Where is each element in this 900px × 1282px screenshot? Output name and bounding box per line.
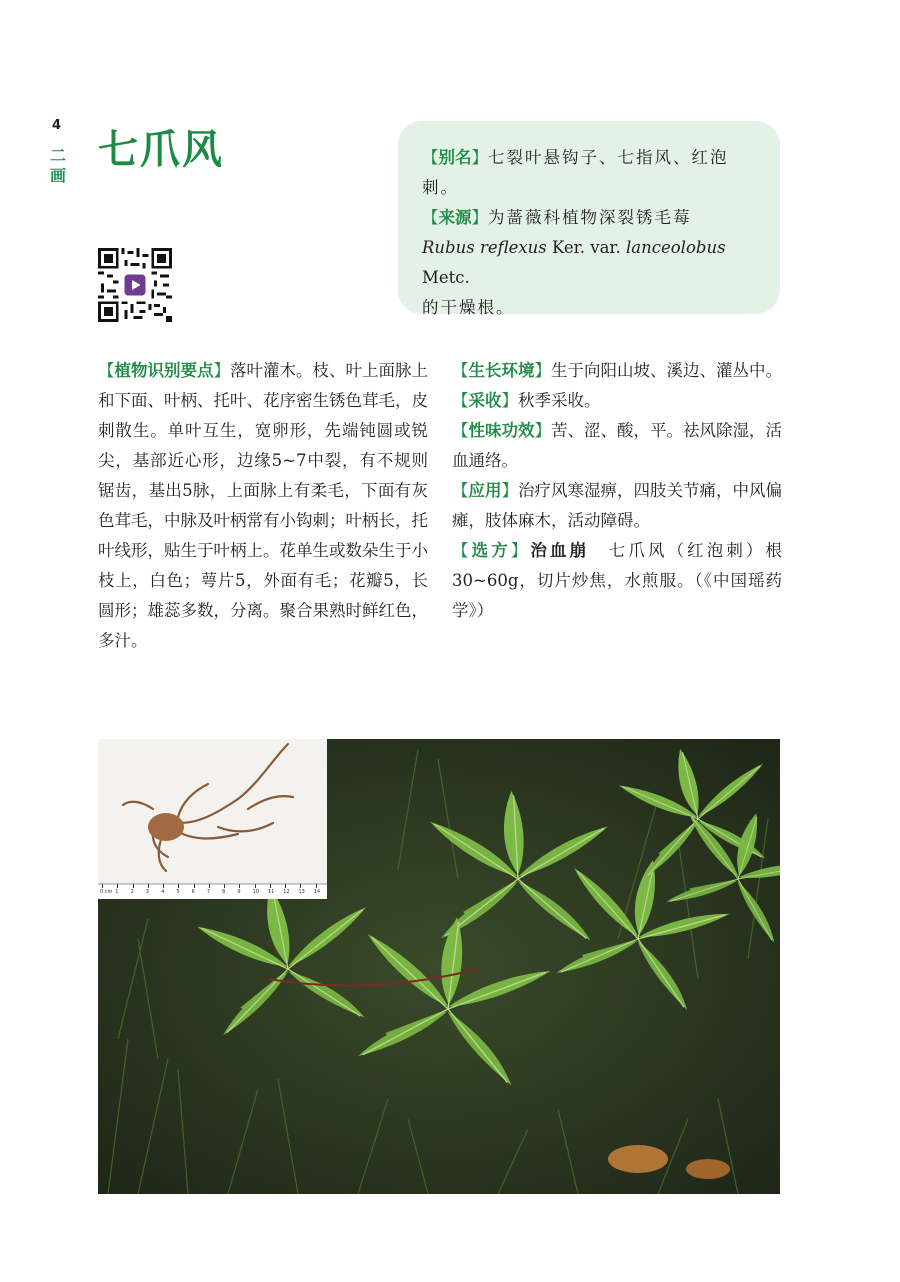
ruler-tick bbox=[270, 884, 271, 888]
root-inset-image bbox=[98, 739, 327, 899]
source-paragraph bbox=[422, 203, 756, 233]
section-tag-text: 二画 bbox=[49, 146, 66, 185]
section-tag bbox=[48, 146, 68, 186]
entry-title: 七爪风 bbox=[98, 127, 224, 173]
identification-text: 落叶灌木。枝、叶上面脉上和下面、叶柄、托叶、花序密生锈色茸毛，皮刺散生。单叶互生，宽卵形，先端钝圆或锐尖，基部近心形，边缘5~7中裂，有不规则锯齿，基出5脉，上面脉上有柔毛，下面有灰色茸毛，中脉及叶柄常有小钩刺；叶柄长，托叶线形，贴生于叶柄上。花单生或数朵生于小枝上，白色；萼片5，外面有毛；花瓣5，长圆形；雄蕊多数，分离。聚合果熟时鲜红色，多汁。 bbox=[98, 361, 428, 650]
usage-label: 【应用】 bbox=[452, 481, 518, 500]
ruler-label: 8 bbox=[222, 889, 226, 895]
ruler-label: 2 bbox=[130, 889, 134, 895]
ruler-tick bbox=[224, 884, 225, 888]
recipe-label: 【选方】 bbox=[452, 541, 531, 560]
details-section bbox=[452, 356, 782, 626]
source-latin-paragraph bbox=[422, 233, 756, 293]
ruler-tick bbox=[194, 884, 195, 888]
identification-label: 【植物识别要点】 bbox=[98, 361, 230, 380]
ruler-tick bbox=[300, 884, 301, 888]
harvest-paragraph bbox=[452, 386, 782, 416]
harvest-label: 【采收】 bbox=[452, 391, 518, 410]
latin-author-1: Ker. var. bbox=[552, 238, 621, 257]
ruler-label: 9 bbox=[237, 889, 241, 895]
page-number: 4 bbox=[52, 118, 62, 133]
ruler-label: 5 bbox=[176, 889, 180, 895]
ruler bbox=[98, 884, 327, 899]
source-text-2: 的干燥根。 bbox=[422, 298, 515, 317]
habitat-paragraph bbox=[452, 356, 782, 386]
latin-variety: lanceolobus bbox=[625, 238, 726, 257]
latin-genus: Rubus reflexus bbox=[422, 238, 547, 257]
ruler-label: 12 bbox=[283, 889, 290, 895]
source-label: 【来源】 bbox=[422, 208, 488, 227]
ruler-tick bbox=[239, 884, 240, 888]
ruler-tick bbox=[102, 884, 103, 888]
ruler-label: 3 bbox=[145, 889, 149, 895]
usage-text: 治疗风寒湿痹，四肢关节痛，中风偏瘫，肢体麻木，活动障碍。 bbox=[452, 481, 782, 530]
latin-author-2: Metc. bbox=[422, 268, 470, 287]
ruler-label: 0 cm bbox=[100, 889, 113, 895]
ruler-tick bbox=[178, 884, 179, 888]
identification-section bbox=[98, 356, 428, 656]
harvest-text: 秋季采收。 bbox=[518, 391, 601, 410]
ruler-tick bbox=[285, 884, 286, 888]
info-box bbox=[398, 121, 780, 317]
ruler-label: 6 bbox=[191, 889, 195, 895]
ruler-tick bbox=[255, 884, 256, 888]
ruler-label: 14 bbox=[313, 889, 321, 895]
recipe-text: 七爪风（红泡刺）根30~60g，切片炒焦，水煎服。（《中国瑶药学》） bbox=[452, 541, 782, 620]
properties-label: 【性味功效】 bbox=[452, 421, 551, 440]
ruler-label: 10 bbox=[252, 889, 260, 895]
ruler-tick bbox=[117, 884, 118, 888]
alias-paragraph bbox=[422, 143, 756, 203]
ruler-label: 11 bbox=[267, 889, 275, 895]
recipe-name: 治血崩 bbox=[530, 541, 590, 560]
ruler-tick bbox=[148, 884, 149, 888]
alias-label: 【别名】 bbox=[422, 148, 488, 167]
ruler-tick bbox=[133, 884, 134, 888]
ruler-label: 1 bbox=[115, 889, 119, 895]
habitat-text: 生于向阳山坡、溪边、灌丛中。 bbox=[551, 361, 782, 380]
usage-paragraph bbox=[452, 476, 782, 536]
ruler-tick bbox=[209, 884, 210, 888]
ruler-tick bbox=[316, 884, 317, 888]
properties-paragraph bbox=[452, 416, 782, 476]
ruler-label: 13 bbox=[298, 889, 305, 895]
qr-code-icon[interactable] bbox=[98, 248, 172, 322]
ruler-label: 7 bbox=[206, 889, 211, 895]
ruler-tick bbox=[163, 884, 164, 888]
habitat-label: 【生长环境】 bbox=[452, 361, 551, 380]
alias-text: 七裂叶悬钩子、七指风、红泡刺。 bbox=[422, 148, 729, 197]
ruler-label: 4 bbox=[161, 889, 165, 895]
properties-text: 苦、涩、酸，平。祛风除湿，活血通络。 bbox=[452, 421, 782, 470]
recipe-paragraph bbox=[452, 536, 782, 626]
source-text: 为蔷薇科植物深裂锈毛莓 bbox=[488, 208, 692, 227]
root-inset bbox=[98, 739, 327, 899]
